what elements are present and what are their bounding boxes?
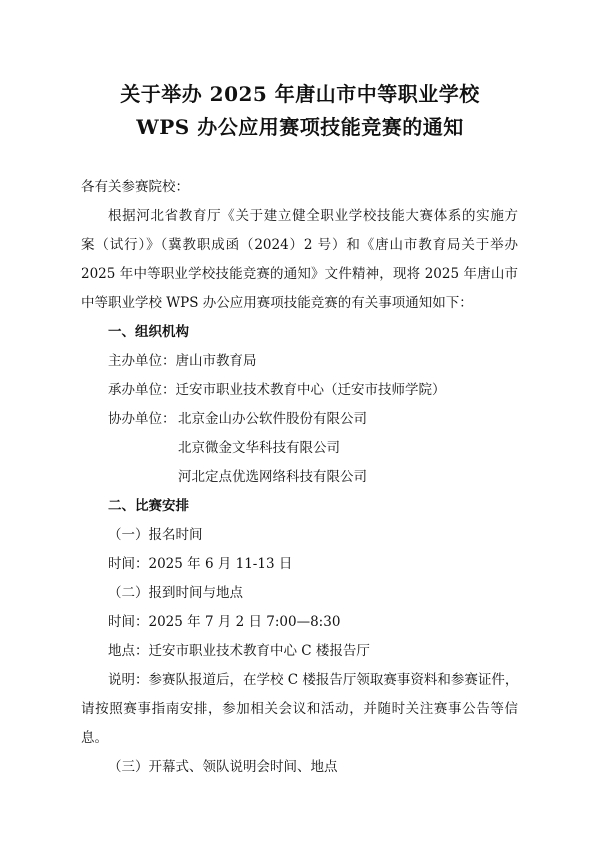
salutation: 各有关参赛院校： (81, 179, 189, 195)
co-organizer-3: 河北定点优选网络科技有限公司 (178, 469, 367, 485)
check-in-place: 地点：迁安市职业技术教育中心 C 楼报告厅 (108, 643, 370, 659)
note-line-1: 说明：参赛队报道后，在学校 C 楼报告厅领取赛事资料和参赛证件， (108, 672, 519, 688)
intro-line-3: 2025 年中等职业学校技能竞赛的通知》文件精神，现将 2025 年唐山市 (81, 266, 518, 282)
subsection-opening-ceremony: （三）开幕式、领队说明会时间、地点 (108, 759, 338, 775)
check-in-time: 时间：2025 年 7 月 2 日 7:00—8:30 (108, 614, 341, 630)
section-heading-organization: 一、组织机构 (108, 324, 189, 340)
co-organizer-2: 北京微金文华科技有限公司 (178, 440, 340, 456)
section-heading-schedule: 二、比赛安排 (108, 498, 189, 514)
note-line-2: 请按照赛事指南安排，参加相关会议和活动，并随时关注赛事公告等信 (81, 701, 518, 717)
intro-line-2: 案（试行）》（冀教职成函（2024）2 号）和《唐山市教育局关于举办 (81, 237, 518, 253)
intro-line-1: 根据河北省教育厅《关于建立健全职业学校技能大赛体系的实施方 (108, 208, 518, 224)
host-unit: 主办单位：唐山市教育局 (108, 353, 257, 369)
note-line-3: 息。 (81, 730, 108, 746)
co-organizer-1: 北京金山办公软件股份有限公司 (178, 411, 367, 427)
organizer-unit: 承办单位：迁安市职业技术教育中心（迁安市技师学院） (108, 382, 446, 398)
subsection-check-in: （二）报到时间与地点 (108, 585, 243, 601)
intro-line-4: 中等职业学校 WPS 办公应用赛项技能竞赛的有关事项通知如下： (81, 295, 473, 311)
subsection-registration-time: （一）报名时间 (108, 527, 203, 543)
registration-time: 时间：2025 年 6 月 11-13 日 (108, 556, 293, 572)
document-title-line-2: WPS 办公应用赛项技能竞赛的通知 (136, 115, 464, 139)
document-title-line-1: 关于举办 2025 年唐山市中等职业学校 (120, 82, 480, 106)
co-organizer-label: 协办单位： (108, 411, 176, 427)
